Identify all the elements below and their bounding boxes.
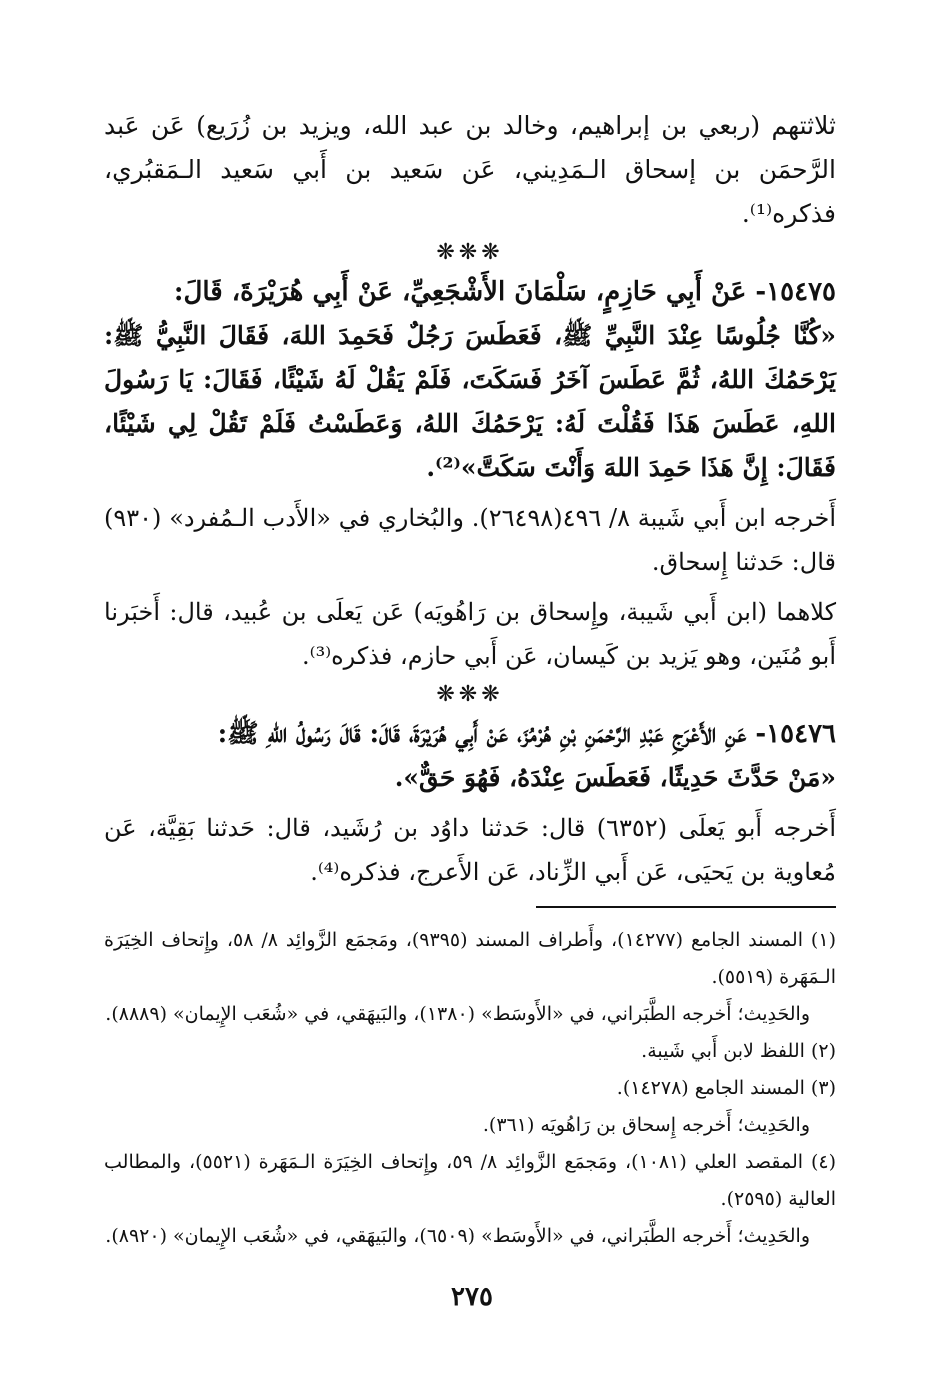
footnote-1-continuation: والحَدِيث؛ أَخرجه الطَّبَراني، في «الأَوسَط» (١٣٨٠)، والبَيهَقي، في «شُعَب الإِيمان» (٨٨٨٩). bbox=[105, 1003, 810, 1025]
hadith-heading-15475: ١٥٤٧٥- عَنْ أَبِي حَازِمٍ، سَلْمَانَ الأَشْجَعِيِّ، عَنْ أَبِي هُرَيْرَةَ، قَالَ: bbox=[173, 277, 836, 307]
section-separator: ❋❋❋ bbox=[436, 682, 504, 707]
hadith-heading-15476: ١٥٤٧٦- عَنِ الأَعْرَجِ عَبْدِ الرَّحْمَنِ بْنِ هُرْمُزَ، عَنْ أَبِي هُرَيْرَةَ، قَالَ: قَالَ رَسُولُ اللهِ ﷺ: bbox=[217, 719, 836, 749]
footnote-3: (٣) المسند الجامع (١٤٢٧٨). bbox=[616, 1077, 836, 1099]
main-text bbox=[104, 104, 836, 894]
hadith-text-15476: «مَنْ حَدَّثَ حَدِيثًا، فَعَطَسَ عِنْدَهُ، فَهُوَ حَقٌّ». bbox=[394, 763, 836, 792]
footnote-4: (٤) المقصد العلي (١٠٨١)، ومَجمَع الزَّوائِد ٨/ ٥٩، وإِتحاف الخِيَرَة الـمَهَرة (٥٥٢١)، والمطالب العالية (٢٥٩٥). bbox=[104, 1151, 836, 1210]
footnote-1: (١) المسند الجامع (١٤٢٧٧)، وأَطراف المسند (٩٣٩٥)، ومَجمَع الزَّوائِد ٨/ ٥٨، وإِتحاف الخِيَرَة الـمَهَرة (٥٥١٩). bbox=[104, 929, 836, 988]
footnotes bbox=[104, 922, 836, 1255]
footnote-3-continuation: والحَدِيث؛ أَخرجه إِسحاق بن رَاهُويَه (٣٦١). bbox=[482, 1114, 810, 1136]
takhrij-paragraph: أَخرجه أَبو يَعلَى (٦٣٥٢) قال: حَدثنا داوُد بن رُشَيد، قال: حَدثنا بَقِيَّة، عَن مُعاوية بن يَحيَى، عَن أَبي الزِّناد، عَن الأَعرج، فذكره⁽⁴⁾. bbox=[104, 814, 837, 886]
hadith-text-15475: «كُنَّا جُلُوسًا عِنْدَ النَّبِيِّ ﷺ، فَعَطَسَ رَجُلٌ فَحَمِدَ اللهَ، فَقَالَ النَّبِيُّ ﷺ: يَرْحَمُكَ اللهُ، ثُمَّ عَطَسَ آخَرُ فَسَكَتَ، فَلَمْ يَقُلْ لَهُ شَيْئًا، فَقَالَ: يَا رَسُولَ اللهِ، عَطَسَ هَذَا فَقُلْتَ لَهُ: يَرْحَمُكَ اللهُ، وَعَطَسْتُ فَلَمْ تَقُلْ لِي شَيْئًا، فَقَالَ: إِنَّ هَذَا حَمِدَ اللهَ وَأَنْتَ سَكَتَّ»⁽²⁾. bbox=[104, 321, 836, 482]
intro-paragraph: ثلاثتهم (ربعي بن إبراهيم، وخالد بن عبد الله، ويزيد بن زُرَيع) عَن عَبد الرَّحمَن بن إسحاق الـمَدِيني، عَن سَعيد بن أَبي سَعيد الـمَقبُري، فذكره⁽¹⁾. bbox=[104, 111, 836, 228]
takhrij-paragraph: أَخرجه ابن أَبي شَيبة ٨/ ٤٩٦(٢٦٤٩٨). والبُخاري في «الأَدب الـمُفرد» (٩٣٠) قال: حَدثنا إِسحاق. bbox=[104, 504, 836, 576]
footnote-divider bbox=[536, 906, 836, 908]
page-number: ٢٧٥ bbox=[451, 1282, 493, 1312]
takhrij-paragraph: كلاهما (ابن أَبي شَيبة، وإِسحاق بن رَاهُويَه) عَن يَعلَى بن عُبيد، قال: أَخبَرنا أَبو مُنَين، وهو يَزيد بن كَيسان، عَن أَبي حازم، فذكره⁽³⁾. bbox=[104, 598, 836, 670]
footnote-4-continuation: والحَدِيث؛ أَخرجه الطَّبَراني، في «الأَوسَط» (٦٥٠٩)، والبَيهَقي، في «شُعَب الإِيمان» (٨٩٢٠). bbox=[105, 1225, 810, 1247]
section-separator: ❋❋❋ bbox=[436, 240, 504, 265]
footnote-2: (٢) اللفظ لابن أَبي شَيبة. bbox=[641, 1040, 836, 1062]
